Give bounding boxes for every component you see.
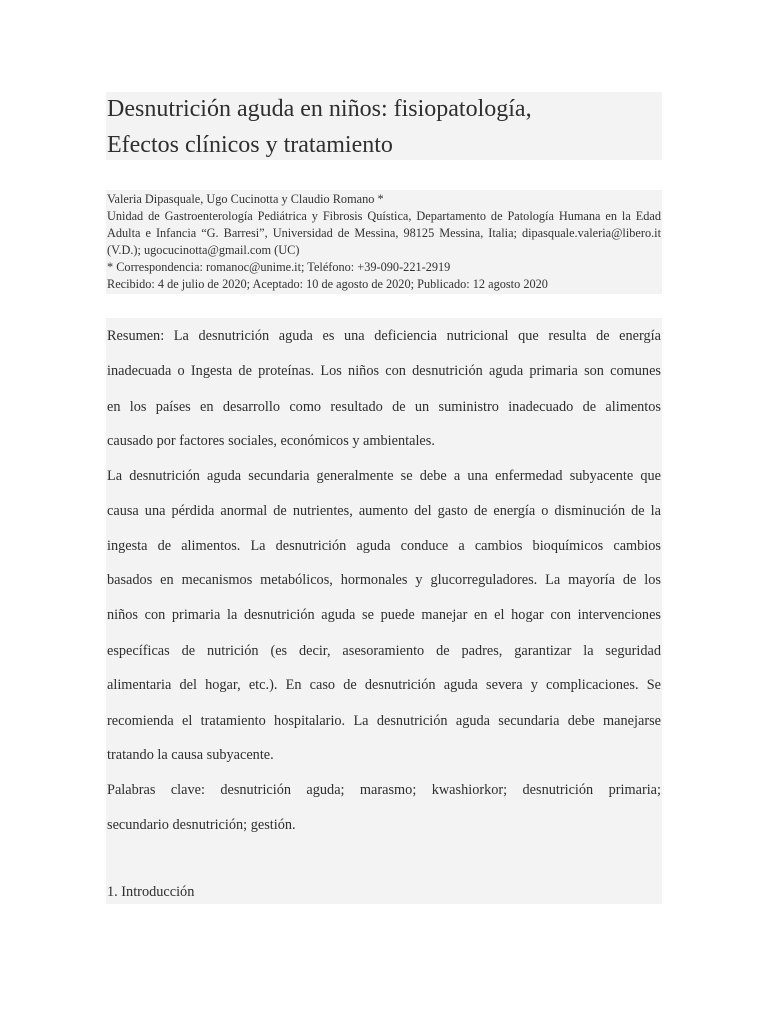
abstract-p1-line: causado por factores sociales, económicos y ambientales. [107, 433, 435, 449]
abstract-p1-line: Resumen: La desnutrición aguda es una deficiencia nutricional que resulta de energía [107, 328, 661, 344]
abstract-p2-line: ingesta de alimentos. La desnutrición aguda conduce a cambios bioquímicos cambios [107, 538, 661, 554]
abstract-p2-line: recomienda el tratamiento hospitalario. La desnutrición aguda secundaria debe manejarse [107, 713, 661, 729]
abstract-p2-line: específicas de nutrición (es decir, asesoramiento de padres, garantizar la seguridad [107, 643, 661, 659]
abstract-block [106, 318, 662, 904]
abstract-p2-line: niños con primaria la desnutrición aguda se puede manejar en el hogar con intervenciones [107, 607, 661, 623]
title-block [106, 92, 662, 160]
affiliation-line-1: Unidad de Gastroenterología Pediátrica y Fibrosis Quística, Departamento de Patología Humana en la Edad [107, 209, 661, 223]
metadata-block [106, 190, 662, 294]
abstract-p2-line: tratando la causa subyacente. [107, 747, 274, 763]
title-line-1: Desnutrición aguda en niños: fisiopatología, [107, 96, 532, 122]
affiliation-line-3: (V.D.); ugocucinotta@gmail.com (UC) [107, 243, 300, 257]
authors: Valeria Dipasquale, Ugo Cucinotta y Claudio Romano * [107, 192, 384, 206]
abstract-p2-line: causa una pérdida anormal de nutrientes, aumento del gasto de energía o disminución de la [107, 503, 661, 519]
correspondence: * Correspondencia: romanoc@unime.it; Teléfono: +39-090-221-2919 [107, 260, 451, 274]
keywords-line: secundario desnutrición; gestión. [107, 817, 296, 833]
abstract-p1-line: en los países en desarrollo como resultado de un suministro inadecuado de alimentos [107, 399, 661, 415]
abstract-p2-line: La desnutrición aguda secundaria generalmente se debe a una enfermedad subyacente que [107, 468, 661, 484]
abstract-p1-line: inadecuada o Ingesta de proteínas. Los niños con desnutrición aguda primaria son comunes [107, 363, 661, 379]
section-heading: 1. Introducción [107, 884, 195, 900]
title-line-2: Efectos clínicos y tratamiento [107, 132, 393, 158]
affiliation-line-2: Adulta e Infancia “G. Barresi”, Universidad de Messina, 98125 Messina, Italia; dipasquale.valeria@libero.it [107, 226, 661, 240]
dates: Recibido: 4 de julio de 2020; Aceptado: 10 de agosto de 2020; Publicado: 12 agosto 2020 [107, 277, 548, 291]
abstract-p2-line: basados en mecanismos metabólicos, hormonales y glucorreguladores. La mayoría de los [107, 572, 661, 588]
abstract-p2-line: alimentaria del hogar, etc.). En caso de desnutrición aguda severa y complicaciones. Se [107, 677, 661, 693]
keywords-line: Palabras clave: desnutrición aguda; marasmo; kwashiorkor; desnutrición primaria; [107, 782, 661, 798]
